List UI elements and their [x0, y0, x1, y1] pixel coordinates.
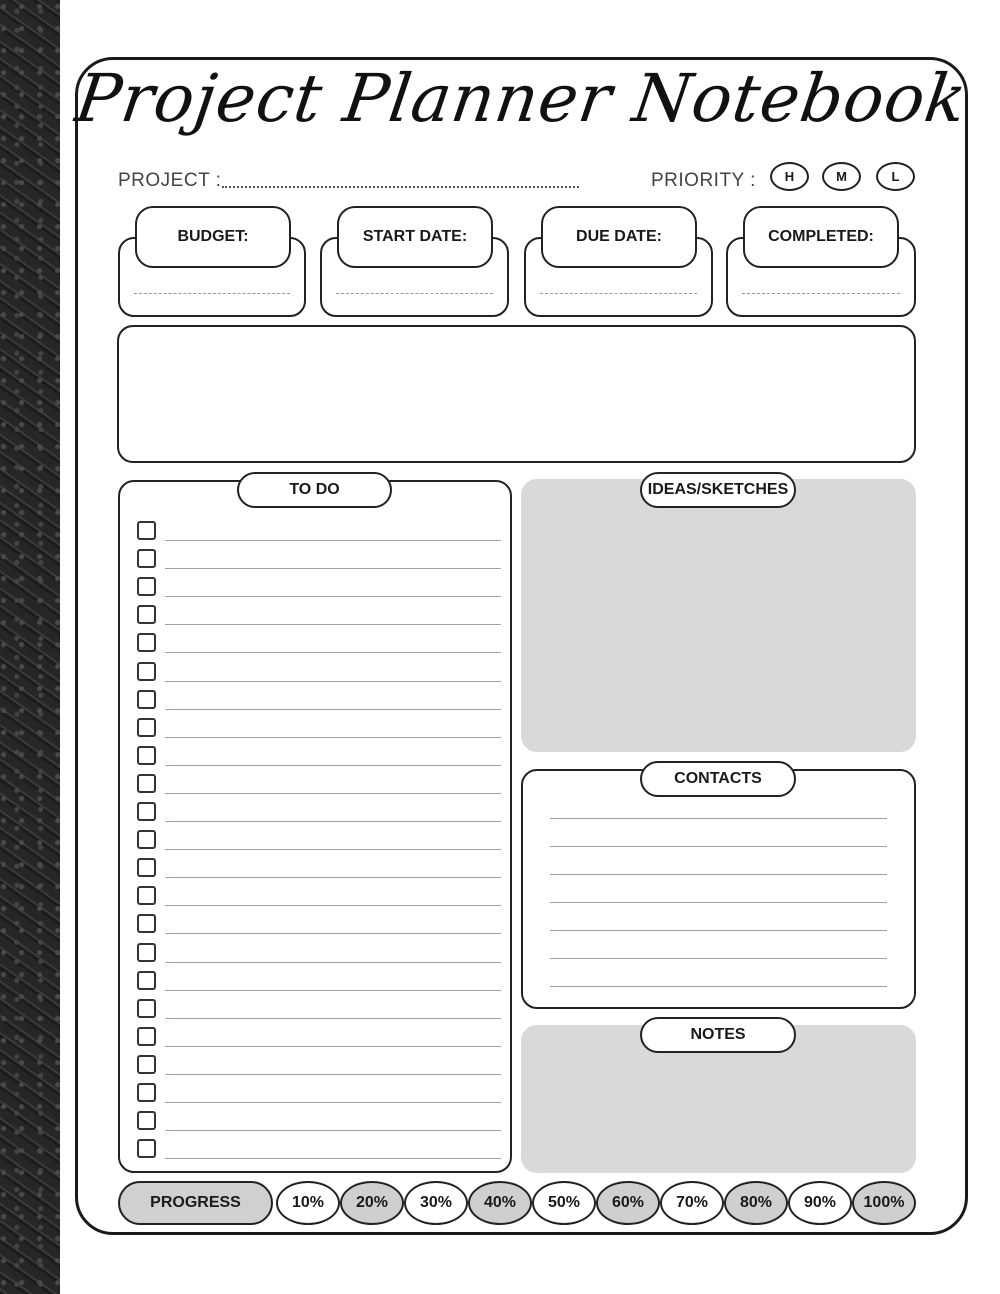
todo-row[interactable]: [137, 746, 501, 768]
todo-checkbox[interactable]: [137, 718, 156, 737]
todo-checkbox[interactable]: [137, 1027, 156, 1046]
priority-medium-option[interactable]: M: [822, 162, 861, 191]
todo-row[interactable]: [137, 521, 501, 543]
ideas-section[interactable]: [521, 479, 916, 752]
completed-label: COMPLETED:: [743, 206, 899, 268]
progress-70[interactable]: 70%: [660, 1181, 724, 1225]
due-date-label: DUE DATE:: [541, 206, 697, 268]
progress-label: PROGRESS: [118, 1181, 273, 1225]
progress-100[interactable]: 100%: [852, 1181, 916, 1225]
todo-row[interactable]: [137, 1083, 501, 1105]
todo-row[interactable]: [137, 633, 501, 655]
todo-line[interactable]: [165, 681, 501, 682]
todo-checkbox[interactable]: [137, 802, 156, 821]
todo-row[interactable]: [137, 999, 501, 1021]
todo-row[interactable]: [137, 914, 501, 936]
todo-line[interactable]: [165, 624, 501, 625]
todo-row[interactable]: [137, 830, 501, 852]
todo-row[interactable]: [137, 774, 501, 796]
todo-line[interactable]: [165, 1158, 501, 1159]
notes-heading: NOTES: [640, 1017, 796, 1053]
contact-line[interactable]: [550, 958, 887, 959]
todo-row[interactable]: [137, 718, 501, 740]
todo-line[interactable]: [165, 1074, 501, 1075]
todo-line[interactable]: [165, 849, 501, 850]
todo-line[interactable]: [165, 596, 501, 597]
todo-checkbox[interactable]: [137, 662, 156, 681]
progress-20[interactable]: 20%: [340, 1181, 404, 1225]
todo-checkbox[interactable]: [137, 549, 156, 568]
todo-line[interactable]: [165, 765, 501, 766]
progress-80[interactable]: 80%: [724, 1181, 788, 1225]
contact-line[interactable]: [550, 902, 887, 903]
todo-row[interactable]: [137, 662, 501, 684]
todo-row[interactable]: [137, 1111, 501, 1133]
progress-10[interactable]: 10%: [276, 1181, 340, 1225]
priority-low-option[interactable]: L: [876, 162, 915, 191]
todo-checkbox[interactable]: [137, 746, 156, 765]
ideas-heading: IDEAS/SKETCHES: [640, 472, 796, 508]
todo-row[interactable]: [137, 605, 501, 627]
project-description-box[interactable]: [117, 325, 916, 463]
priority-high-option[interactable]: H: [770, 162, 809, 191]
todo-checkbox[interactable]: [137, 971, 156, 990]
todo-line[interactable]: [165, 652, 501, 653]
todo-row[interactable]: [137, 858, 501, 880]
todo-checkbox[interactable]: [137, 858, 156, 877]
todo-checkbox[interactable]: [137, 999, 156, 1018]
todo-checkbox[interactable]: [137, 690, 156, 709]
start-date-label: START DATE:: [337, 206, 493, 268]
todo-checkbox[interactable]: [137, 1139, 156, 1158]
todo-checkbox[interactable]: [137, 830, 156, 849]
todo-row[interactable]: [137, 943, 501, 965]
todo-row[interactable]: [137, 577, 501, 599]
budget-label: BUDGET:: [135, 206, 291, 268]
notebook-spine-texture: [0, 0, 60, 1294]
todo-row[interactable]: [137, 1139, 501, 1161]
todo-line[interactable]: [165, 905, 501, 906]
contact-line[interactable]: [550, 930, 887, 931]
todo-line[interactable]: [165, 1046, 501, 1047]
todo-row[interactable]: [137, 1027, 501, 1049]
todo-line[interactable]: [165, 540, 501, 541]
todo-heading: TO DO: [237, 472, 392, 508]
todo-row[interactable]: [137, 690, 501, 712]
progress-90[interactable]: 90%: [788, 1181, 852, 1225]
priority-label: PRIORITY :: [651, 170, 756, 191]
todo-line[interactable]: [165, 990, 501, 991]
todo-checkbox[interactable]: [137, 774, 156, 793]
todo-checkbox[interactable]: [137, 1111, 156, 1130]
contact-line[interactable]: [550, 846, 887, 847]
todo-checkbox[interactable]: [137, 886, 156, 905]
todo-row[interactable]: [137, 1055, 501, 1077]
todo-row[interactable]: [137, 802, 501, 824]
contact-line[interactable]: [550, 986, 887, 987]
todo-line[interactable]: [165, 1130, 501, 1131]
todo-line[interactable]: [165, 962, 501, 963]
todo-checkbox[interactable]: [137, 943, 156, 962]
todo-line[interactable]: [165, 877, 501, 878]
todo-line[interactable]: [165, 737, 501, 738]
progress-60[interactable]: 60%: [596, 1181, 660, 1225]
progress-40[interactable]: 40%: [468, 1181, 532, 1225]
todo-line[interactable]: [165, 709, 501, 710]
contact-line[interactable]: [550, 818, 887, 819]
todo-row[interactable]: [137, 971, 501, 993]
page-title: Project Planner Notebook: [71, 60, 972, 137]
contacts-section: [521, 769, 916, 1009]
todo-line[interactable]: [165, 793, 501, 794]
todo-line[interactable]: [165, 1102, 501, 1103]
todo-row[interactable]: [137, 886, 501, 908]
project-field[interactable]: [222, 186, 579, 188]
contacts-heading: CONTACTS: [640, 761, 796, 797]
todo-checkbox[interactable]: [137, 1055, 156, 1074]
progress-50[interactable]: 50%: [532, 1181, 596, 1225]
todo-row[interactable]: [137, 549, 501, 571]
contact-line[interactable]: [550, 874, 887, 875]
todo-line[interactable]: [165, 1018, 501, 1019]
todo-checkbox[interactable]: [137, 577, 156, 596]
todo-line[interactable]: [165, 568, 501, 569]
todo-checkbox[interactable]: [137, 914, 156, 933]
todo-checkbox[interactable]: [137, 633, 156, 652]
todo-checkbox[interactable]: [137, 1083, 156, 1102]
todo-checkbox[interactable]: [137, 605, 156, 624]
todo-line[interactable]: [165, 821, 501, 822]
todo-line[interactable]: [165, 933, 501, 934]
project-label: PROJECT :: [118, 170, 222, 191]
progress-30[interactable]: 30%: [404, 1181, 468, 1225]
todo-checkbox[interactable]: [137, 521, 156, 540]
